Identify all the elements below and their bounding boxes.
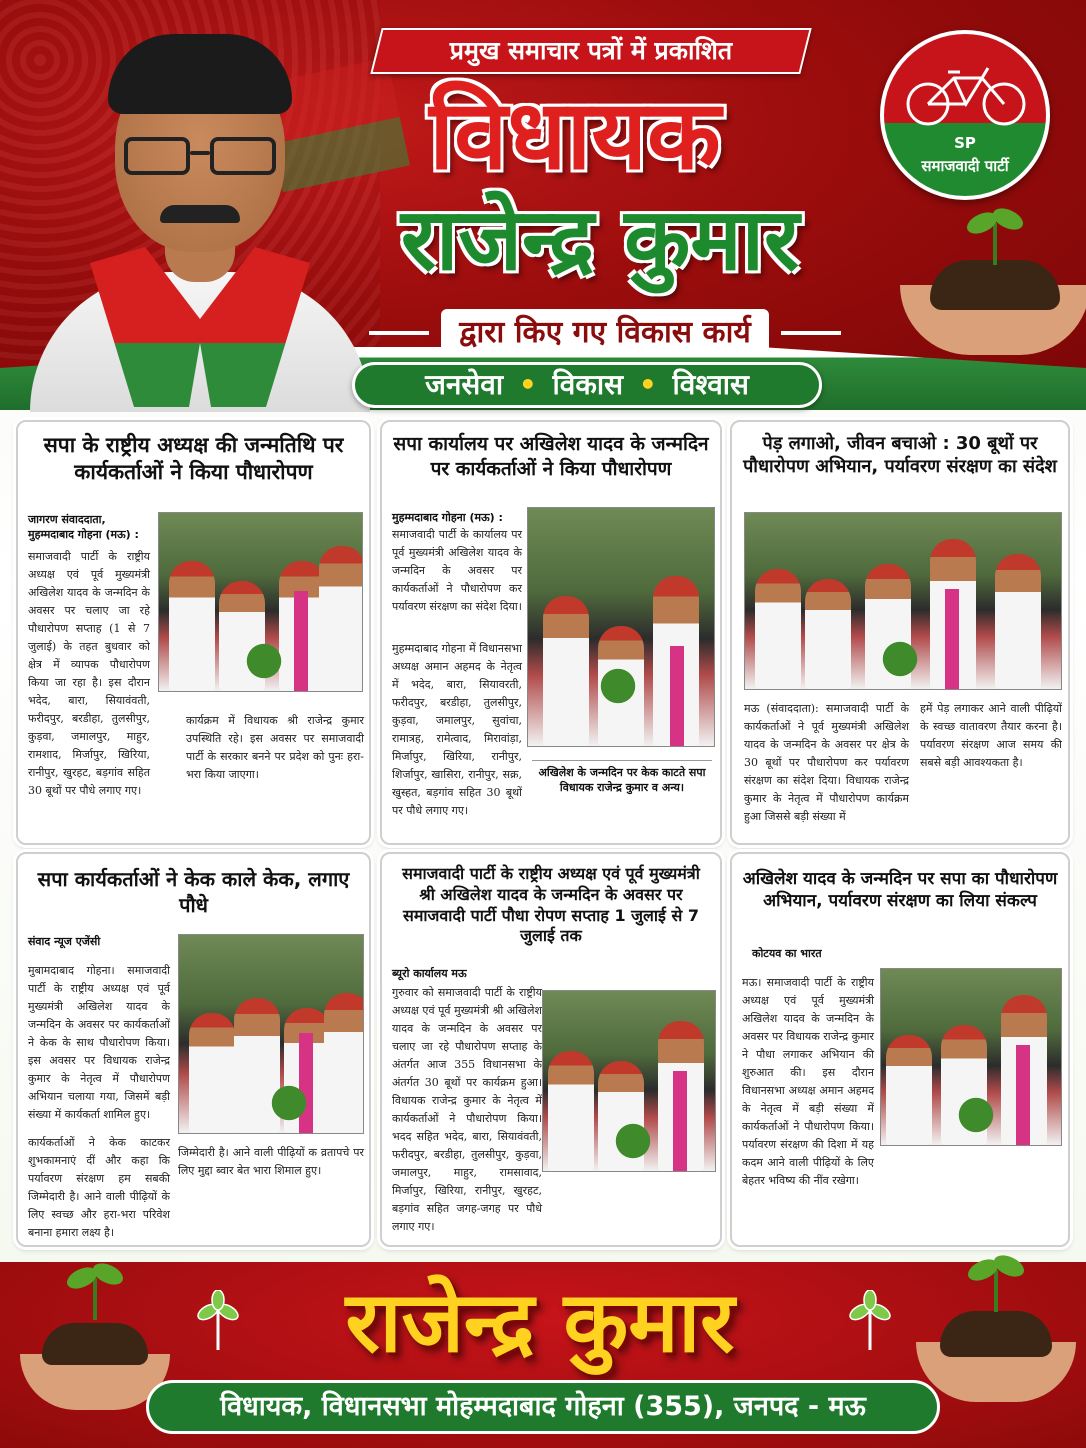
article-byline: कोटयव का भारत (752, 947, 822, 960)
article-body: मऊ (संवाददाता): समाजवादी पार्टी के कार्यकर्ताओं ने पूर्व मुख्यमंत्री अखिलेश यादव के जन्मदिन के अवसर पर क्षेत्र के 30 बूथों पर पौधारोपण कर पर्यावरण संरक्षण का संदेश दिया। विधायक राजेन्द्र कुमार के नेतृत्व में पौधारोपण कार्यक्रम हुआ जिससे बड़ी संख्या में (744, 702, 909, 823)
article-byline: संवाद न्यूज एजेंसी (28, 935, 101, 948)
article-byline: मुहम्मदाबाद गोहना (मऊ) : (392, 511, 503, 524)
photo-caption: अखिलेश के जन्मदिन पर केक काटते सपा विधायक राजेन्द्र कुमार व अन्य। (532, 760, 712, 795)
article-headline: समाजवादी पार्टी के राष्ट्रीय अध्यक्ष एवं पूर्व मुख्यमंत्री श्री अखिलेश यादव के जन्मदिन के अवसर पर समाजवादी पार्टी पौधा रोपण सप्ताह 1 जुलाई से 7 जुलाई तक (402, 864, 700, 946)
news-article-5 (380, 852, 722, 1247)
article-body: कार्यकर्ताओं ने केक काटकर शुभकामनाएं दीं और कहा कि पर्यावरण संरक्षण हम सबकी जिम्मेदारी है। आने वाली पीढ़ियों के लिए स्वच्छ और हरा-भरा परिवेश बनाना हमारा लक्ष्य है। (28, 1136, 170, 1239)
news-photo (178, 934, 364, 1134)
article-body: मुबामदाबाद गोहना। समाजवादी पार्टी के राष्ट्रीय अध्यक्ष एवं पूर्व मुख्यमंत्री अखिलेश यादव के जन्मदिन के अवसर पर कार्यकर्ताओं ने केक के साथ पौधारोपण किया। इस अवसर पर विधायक राजेन्द्र कुमार के नेतृत्व में पौधारोपण अभियान चलाया गया, जिसमें बड़ी संख्या में कार्यकर्ता शामिल हुए। (28, 964, 170, 1121)
news-photo (744, 512, 1062, 690)
glasses-icon (120, 137, 280, 177)
news-article-6 (730, 852, 1070, 1247)
article-body: समाजवादी पार्टी के कार्यालय पर पूर्व मुख्यमंत्री अखिलेश यादव के जन्मदिन के अवसर पर कार्यकर्ताओं ने पौधारोपण कर पर्यावरण संरक्षण का संदेश दिया। (392, 528, 522, 613)
footer-name: राजेन्द्र कुमार (345, 1273, 735, 1371)
article-body: हमें पेड़ लगाकर आने वाली पीढ़ियों के स्वच्छ वातावरण तैयार करना है। पर्यावरण संरक्षण आज समय की सबसे बड़ी आवश्यकता है। (920, 702, 1062, 769)
sapling-hands-icon (900, 215, 1086, 355)
title-name: राजेन्द्र कुमार (400, 190, 800, 290)
news-article-1 (16, 420, 371, 845)
article-body: कार्यक्रम में विधायक श्री राजेन्द्र कुमार उपस्थिति रहे। इस अवसर पर समाजवादी पार्टी के सरकार बनने पर प्रदेश को पुनः हरा-भरा किया जाएगा। (186, 714, 364, 781)
article-body: गुरुवार को समाजवादी पार्टी के राष्ट्रीय अध्यक्ष एवं पूर्व मुख्यमंत्री श्री अखिलेश यादव के जन्मदिन के अवसर पर चलाए जा रहे पौधारोपण सप्ताह के अंतर्गत आज 355 विधानसभा के अंतर्गत 30 बूथों पर कार्यक्रम हुआ। विधायक राजेन्द्र कुमार के नेतृत्व में कार्यकर्ताओं ने पौधारोपण किया। भदद सहित भदेद, बारा, सियावंवती, फरीदपुर, बरडीहा, तुलसीपुर, कुड़वा, जमालपुर, माहुर, रामसावाद, मिर्जापुर, खिरिया, रानीपुर, खुरहट, बड़गांव सहित जगह-जगह पर पौधे लगाए गए। (392, 986, 542, 1233)
news-photo (527, 507, 715, 747)
published-tag: प्रमुख समाचार पत्रों में प्रकाशित (370, 28, 811, 74)
sapling-hands-icon (916, 1262, 1076, 1402)
article-body: समाजवादी पार्टी के राष्ट्रीय अध्यक्ष एवं पूर्व मुख्यमंत्री अखिलेश यादव के जन्मदिन के अवसर पर चलाए जा रहे पौधारोपण सप्ताह (1 से 7 जुलाई) के तहत बुधवार को क्षेत्र में व्यापक पौधारोपण किया जा रहा है। इस दौरान भदेद, बारा, सियावंवती, फरीदपुर, बरडीहा, तुलसीपुर, कुड़वा, जमालपुर, माहुर, रामशाद, मिर्जापुर, खिरिया, रानीपुर, खुरहट, बड़गांव सहित 30 बूथों पर पौधे लगाए गए। (28, 550, 150, 797)
article-body: मऊ। समाजवादी पार्टी के राष्ट्रीय अध्यक्ष एवं पूर्व मुख्यमंत्री अखिलेश यादव के जन्मदिन के अवसर पर विधायक राजेन्द्र कुमार ने पौधा लगाकर अभियान की शुरुआत की। इस दौरान विधानसभा अध्यक्ष अमान अहमद के नेतृत्व में बड़ी संख्या में कार्यकर्ताओं ने पौधारोपण किया। पर्यावरण संरक्षण की दिशा में यह कदम आने वाली पीढ़ियों के लिए बेहतर भविष्य की नींव रखेगा। (742, 976, 874, 1187)
news-article-2 (380, 420, 722, 845)
article-headline: अखिलेश यादव के जन्मदिन पर सपा का पौधारोपण अभियान, पर्यावरण संरक्षण का लिया संकल्प (742, 869, 1058, 912)
article-headline: सपा कार्यकर्ताओं ने केक काले केक, लगाए पौधे (37, 867, 350, 917)
article-headline: सपा के राष्ट्रीय अध्यक्ष की जन्मतिथि पर कार्यकर्ताओं ने किया पौधारोपण (43, 433, 344, 485)
subtitle-row (330, 308, 880, 358)
article-headline: सपा कार्यालय पर अखिलेश यादव के जन्मदिन पर कार्यकर्ताओं ने किया पौधारोपण (393, 433, 709, 480)
news-photo (158, 512, 363, 692)
news-article-3 (730, 420, 1070, 845)
news-article-4 (16, 852, 371, 1247)
news-photo (880, 968, 1062, 1146)
logo-party-name: समाजवादी पार्टी (921, 157, 1009, 175)
article-headline: पेड़ लगाओ, जीवन बचाओ : 30 बूथों पर पौधारोपण अभियान, पर्यावरण संरक्षण का संदेश (743, 433, 1057, 478)
logo-abbr: SP (954, 134, 976, 152)
sprout-icon (848, 1290, 892, 1350)
footer-designation: विधायक, विधानसभा मोहम्मदाबाद गोहना (355), जनपद - मऊ (146, 1380, 940, 1434)
sprout-icon (196, 1290, 240, 1350)
article-byline: जागरण संवाददाता, मुहम्मदाबाद गोहना (मऊ) : (28, 513, 139, 541)
news-photo (542, 990, 716, 1172)
article-body: जिम्मेदारी है। आने वाली पीढ़ियों क व्रतापचे पर लिए मुद्दा ब्वार बेत भारा शिमाल हुए। (178, 1146, 364, 1177)
party-logo (880, 30, 1050, 200)
sapling-hands-icon (20, 1290, 170, 1410)
title-designation: विधायक (429, 79, 721, 191)
article-body: मुहम्मदाबाद गोहना में विधानसभा अध्यक्ष अमान अहमद के नेतृत्व में भदेद, बारा, सियावरती, फरीदपुर, बरडीहा, तुलसीपुर, कुड़वा, जमालपुर, सुवांचा, रामात्रह, रामेत्वाद, मिरावांड़ा, मिर्जापुर, खिरिया, रानीपुर, शिर्जापुर, खासिरा, रानीपुर, सक्र, खुस्हत, बड़गांव सहित 30 बूथों पर पौधे लगाए गए। (392, 642, 522, 817)
article-byline: ब्यूरो कार्यालय मऊ (392, 967, 467, 980)
subtitle: द्वारा किए गए विकास कार्य (441, 309, 768, 357)
bicycle-icon (904, 64, 1028, 128)
tagline-pill: जनसेवा • विकास • विश्वास (352, 362, 822, 408)
